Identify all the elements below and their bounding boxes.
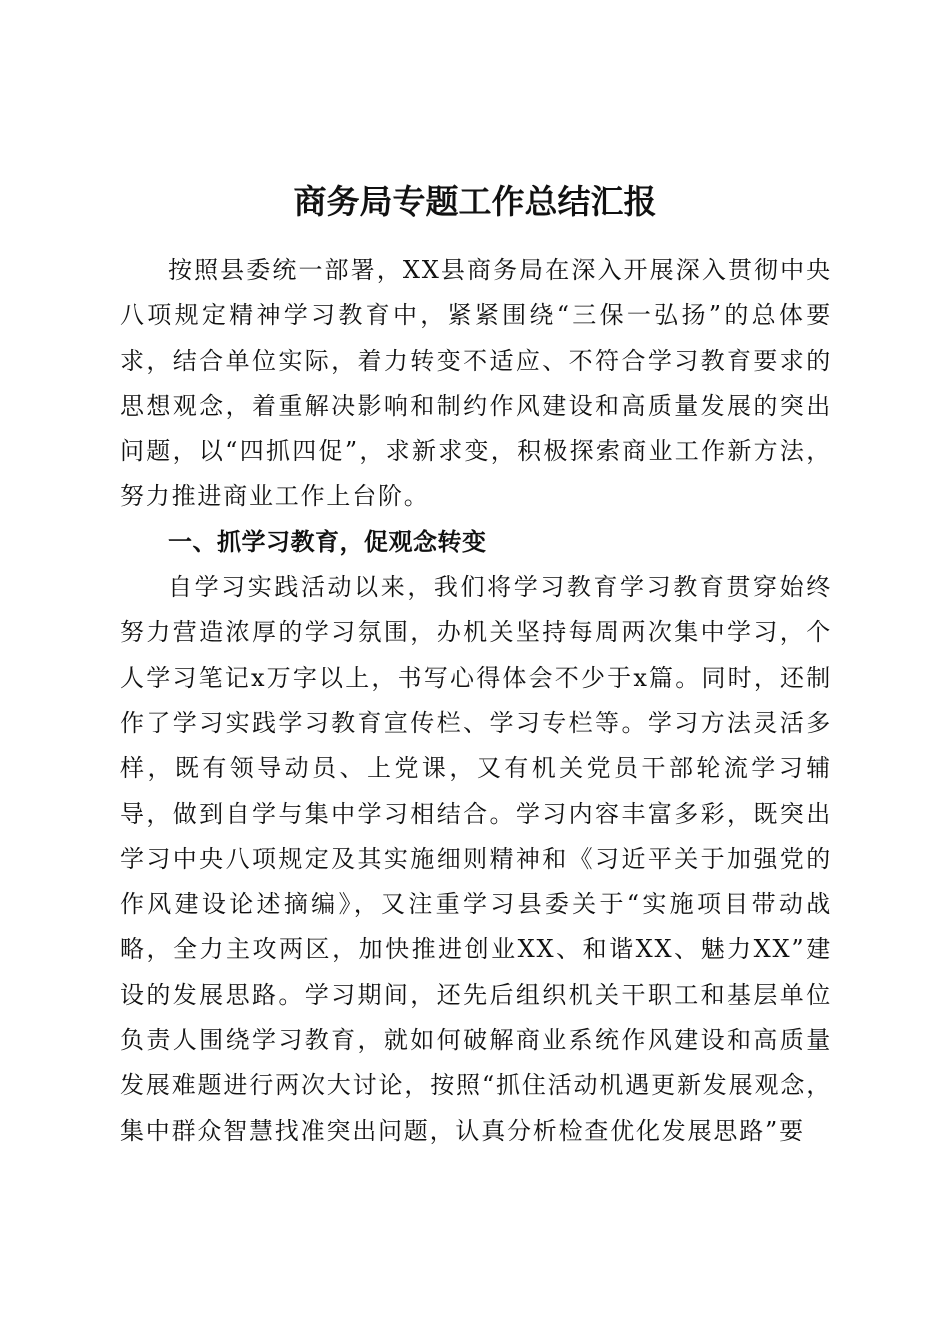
intro-paragraph: 按照县委统一部署，XX县商务局在深入开展深入贯彻中央八项规定精神学习教育中，紧紧围绕“三保一弘扬”的总体要求，结合单位实际，着力转变不适应、不符合学习教育要求的思想观念，着重解决影响和制约作风建设和高质量发展的突出问题，以“四抓四促”，求新求变，积极探索商业工作新方法，努力推进商业工作上台阶。 [120, 256, 832, 511]
section-1-paragraph: 自学习实践活动以来，我们将学习教育学习教育贯穿始终努力营造浓厚的学习氛围，办机关坚持每周两次集中学习，个人学习笔记x万字以上，书写心得体会不少于x篇。同时，还制作了学习实践学习教育宣传栏、学习专栏等。学习方法灵活多样，既有领导动员、上党课，又有机关党员干部轮流学习辅导，做到自学与集中学习相结合。学习内容丰富多彩，既突出学习中央八项规定及其实施细则精神和《习近平关于加强党的作风建设论述摘编》，又注重学习县委关于“实施项目带动战略，全力主攻两区，加快推进创业XX、和谐XX、魅力XX”建设的发展思路。学习期间，还先后组织机关干职工和基层单位负责人围绕学习教育，就如何破解商业系统作风建设和高质量发展难题进行两次大讨论，按照“抓住活动机遇更新发展观念，集中群众智慧找准突出问题，认真分析检查优化发展思路”要 [120, 573, 832, 1145]
document-title: 商务局专题工作总结汇报 [293, 182, 657, 221]
section-heading-1: 一、抓学习教育，促观念转变 [168, 527, 487, 556]
document-body [120, 248, 832, 1154]
